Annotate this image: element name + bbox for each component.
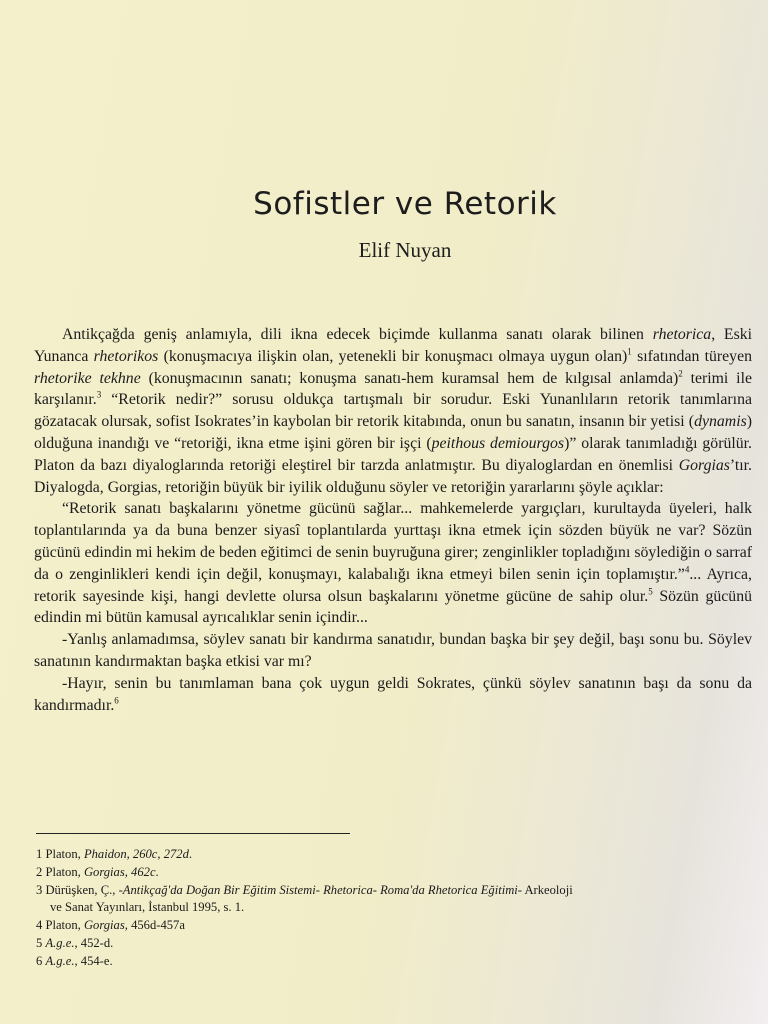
footnote-1 [36, 846, 756, 864]
text-run: . [155, 864, 159, 879]
text-run: (konuşmacının sanatı; konuşma sanatı-hem kuramsal hem de kılgısal anlamda) [140, 369, 679, 387]
text-run: ’tır. Diyalogda, Gorgias, retoriğin büyük bir iyilik olduğunu söyler ve retoriğin yararlarını şöyle açıklar: [34, 456, 752, 496]
italic-term: Gorgias, 462c [83, 864, 156, 879]
text-run: . [188, 847, 193, 861]
text-run: “Retorik nedir?” sorusu oldukça tartışmalı bir sorudur. Eski Yunanlıların retorik tanımlarına gözatacak olursak, sofist Isokrates’in kaybolan bir retorik kitabında, onun bu sanatın, insanın bir yetisi ( [34, 391, 752, 431]
text-run: -Hayır, senin bu tanımlaman bana çok uygun geldi Sokrates, çünkü söylev sanatının başı da sonu da kandırmadır. [34, 674, 752, 714]
text-run: ... Ayrıca, retorik sayesinde kişi, hangi devlette olursa olsun başkalarını yönetme gücüne de sahip olur. [34, 565, 753, 605]
text-run: “Retorik sanatı başkalarını yönetme gücünü sağlar... mahkemelerde yargıçları, kurultayda üyeleri, halk toplantılarında ya da buna benzer siyasî toplantılarda yurttaşı ikna etmek için sözden büyük ne var? Sözün gücünü edindin mi hekim de beden eğitimci de senin buyruğuna girer; zenginlikler topladığını söylediğin o sarraf da o zenginlikleri kendi için değil, konuşmayı, kalabalığı ikna etmeyi bilen senin için toplamıştır.” [34, 500, 752, 583]
author-name: Elif Nuyan [358, 238, 452, 262]
footnote-ref: 2 [678, 368, 683, 379]
footnote-ref: 6 [114, 695, 119, 706]
footnotes [36, 846, 756, 971]
italic-term: rhetorike tekhne [34, 369, 141, 387]
paragraph-quote [34, 498, 752, 629]
italic-term: A.g.e. [45, 935, 75, 950]
italic-term: Gorgias [678, 456, 730, 474]
paragraph-intro [34, 324, 752, 498]
italic-term: rhetorikos [93, 347, 159, 365]
text-run: 6 [36, 953, 46, 968]
text-run: ) olduğuna inandığı ve “retoriği, ikna etme işini gören bir işçi ( [34, 413, 752, 452]
footnote-ref: 1 [627, 346, 632, 357]
footnote-4 [36, 917, 756, 935]
text-run: )” olarak tanımladığı görülür. Platon da bazı diyaloglarında retoriği eleştirel bir tarzda anlatmıştır. Bu diyaloglardan en önemlisi [34, 434, 752, 474]
text-run: , Eski Yunanca [34, 326, 753, 365]
footnote-6 [36, 953, 756, 971]
article-title: Sofistler ve Retorik [253, 186, 557, 222]
footnote-ref: 3 [96, 390, 102, 401]
text-run: 1 Platon, [36, 847, 84, 861]
italic-term: Gorgias [83, 918, 125, 933]
paragraph-dialogue-1 [34, 629, 752, 673]
italic-term: A.g.e. [45, 953, 75, 968]
footnote-ref: 4 [684, 564, 690, 575]
text-run: ve Sanat Yayınları, İstanbul 1995, s. 1. [50, 900, 245, 915]
footnote-3 [36, 882, 756, 918]
footnote-continuation [36, 899, 756, 917]
text-run: Arkeoloji [521, 882, 573, 897]
footnote-5 [36, 935, 756, 953]
italic-term: Phaidon, 260c, 272d [83, 847, 189, 861]
text-run: Sözün gücünü edindin mi bütün kamusal ayrıcalıklar senin içindir... [34, 587, 752, 627]
footnote-ref: 5 [648, 586, 653, 597]
text-run: sıfatından türeyen [631, 347, 752, 365]
paragraph-dialogue-2 [34, 673, 752, 717]
italic-term: -Antikçağ'da Doğan Bir Eğitim Sistemi- Rhetorica- Roma'da Rhetorica Eğitimi- [118, 882, 522, 897]
text-run: 2 Platon, [36, 864, 84, 879]
text-run: 5 [36, 935, 46, 950]
footnote-divider [36, 833, 350, 834]
italic-term: rhetorica [652, 326, 712, 343]
italic-term: dynamis [694, 413, 747, 431]
text-run: , 454-e. [74, 953, 113, 968]
text-run: terimi ile karşılanır. [34, 369, 752, 409]
text-run: 4 Platon, [36, 918, 84, 933]
text-run: Antikçağda geniş anlamıyla, dili ikna edecek biçimde kullanma sanatı olarak bilinen [62, 326, 653, 343]
text-run: 3 Dürüşken, Ç., [36, 882, 119, 897]
article-body [34, 324, 752, 716]
text-run: , 456d-457a [124, 918, 185, 933]
text-run: , 452-d. [74, 935, 114, 950]
footnote-2 [36, 864, 756, 882]
italic-term: peithous demiourgos [431, 434, 565, 452]
text-run: -Yanlış anlamadımsa, söylev sanatı bir kandırma sanatıdır, bundan başka bir şey değil, başı sonu bu. Söylev sanatının kandırmaktan başka etkisi var mı? [34, 631, 752, 670]
text-run: (konuşmacıya ilişkin olan, yetenekli bir konuşmacı olmaya uygun olan) [158, 347, 628, 365]
